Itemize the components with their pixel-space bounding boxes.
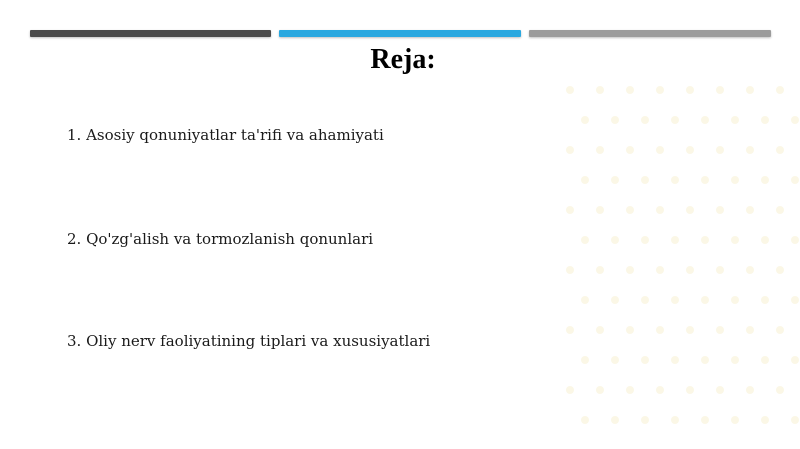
pattern-dot bbox=[641, 416, 649, 424]
pattern-dot bbox=[686, 86, 694, 94]
pattern-dot bbox=[731, 356, 739, 364]
pattern-dot bbox=[626, 206, 634, 214]
pattern-dot bbox=[566, 206, 574, 214]
pattern-dot bbox=[701, 176, 709, 184]
pattern-dot bbox=[641, 116, 649, 124]
pattern-dot bbox=[626, 386, 634, 394]
dot-pattern bbox=[560, 80, 800, 449]
pattern-dot bbox=[776, 386, 784, 394]
pattern-dot bbox=[701, 236, 709, 244]
header-bar-blue bbox=[279, 30, 521, 37]
pattern-dot bbox=[581, 356, 589, 364]
pattern-dot bbox=[716, 326, 724, 334]
pattern-dot bbox=[731, 416, 739, 424]
pattern-dot bbox=[566, 326, 574, 334]
pattern-dot bbox=[611, 356, 619, 364]
pattern-dot bbox=[596, 146, 604, 154]
pattern-dot bbox=[671, 296, 679, 304]
pattern-dot bbox=[671, 416, 679, 424]
plan-item-3: 3. Oliy nerv faoliyatining tiplari va xususiyatlari bbox=[67, 332, 431, 350]
pattern-dot bbox=[791, 296, 799, 304]
pattern-dot bbox=[761, 296, 769, 304]
pattern-dot bbox=[731, 296, 739, 304]
slide-title: Reja: bbox=[370, 44, 436, 75]
pattern-dot bbox=[731, 236, 739, 244]
pattern-dot bbox=[611, 116, 619, 124]
pattern-dot bbox=[581, 116, 589, 124]
pattern-dot bbox=[611, 296, 619, 304]
pattern-dot bbox=[716, 206, 724, 214]
pattern-dot bbox=[716, 86, 724, 94]
pattern-dot bbox=[671, 236, 679, 244]
pattern-dot bbox=[746, 206, 754, 214]
pattern-dot bbox=[626, 266, 634, 274]
plan-item-1: 1. Asosiy qonuniyatlar ta'rifi va ahamiyati bbox=[67, 126, 384, 144]
pattern-dot bbox=[761, 356, 769, 364]
pattern-dot bbox=[746, 326, 754, 334]
pattern-dot bbox=[791, 356, 799, 364]
pattern-dot bbox=[641, 356, 649, 364]
pattern-dot bbox=[701, 416, 709, 424]
pattern-dot bbox=[776, 86, 784, 94]
pattern-dot bbox=[671, 356, 679, 364]
pattern-dot bbox=[791, 116, 799, 124]
pattern-dot bbox=[596, 386, 604, 394]
pattern-dot bbox=[776, 326, 784, 334]
pattern-dot bbox=[626, 86, 634, 94]
pattern-dot bbox=[566, 386, 574, 394]
pattern-dot bbox=[686, 326, 694, 334]
pattern-dot bbox=[686, 386, 694, 394]
pattern-dot bbox=[776, 206, 784, 214]
pattern-dot bbox=[656, 266, 664, 274]
pattern-dot bbox=[686, 266, 694, 274]
pattern-dot bbox=[626, 146, 634, 154]
pattern-dot bbox=[701, 356, 709, 364]
pattern-dot bbox=[596, 86, 604, 94]
pattern-dot bbox=[716, 146, 724, 154]
pattern-dot bbox=[656, 386, 664, 394]
pattern-dot bbox=[611, 176, 619, 184]
pattern-dot bbox=[596, 266, 604, 274]
pattern-dot bbox=[656, 206, 664, 214]
pattern-dot bbox=[641, 236, 649, 244]
pattern-dot bbox=[581, 296, 589, 304]
pattern-dot bbox=[611, 236, 619, 244]
plan-item-2: 2. Qo'zg'alish va tormozlanish qonunlari bbox=[67, 230, 374, 248]
pattern-dot bbox=[596, 206, 604, 214]
header-bar-gray bbox=[529, 30, 771, 37]
pattern-dot bbox=[566, 86, 574, 94]
pattern-dot bbox=[791, 416, 799, 424]
pattern-dot bbox=[746, 386, 754, 394]
pattern-dot bbox=[731, 176, 739, 184]
pattern-dot bbox=[791, 236, 799, 244]
pattern-dot bbox=[626, 326, 634, 334]
pattern-dot bbox=[686, 206, 694, 214]
pattern-dot bbox=[641, 176, 649, 184]
pattern-dot bbox=[656, 86, 664, 94]
pattern-dot bbox=[656, 326, 664, 334]
pattern-dot bbox=[611, 416, 619, 424]
pattern-dot bbox=[671, 176, 679, 184]
pattern-dot bbox=[716, 266, 724, 274]
pattern-dot bbox=[596, 326, 604, 334]
pattern-dot bbox=[566, 146, 574, 154]
pattern-dot bbox=[776, 266, 784, 274]
pattern-dot bbox=[686, 146, 694, 154]
pattern-dot bbox=[746, 146, 754, 154]
pattern-dot bbox=[701, 296, 709, 304]
pattern-dot bbox=[731, 116, 739, 124]
pattern-dot bbox=[581, 236, 589, 244]
pattern-dot bbox=[761, 416, 769, 424]
header-bar-dark bbox=[30, 30, 271, 37]
pattern-dot bbox=[791, 176, 799, 184]
pattern-dot bbox=[581, 176, 589, 184]
pattern-dot bbox=[656, 146, 664, 154]
pattern-dot bbox=[761, 116, 769, 124]
pattern-dot bbox=[701, 116, 709, 124]
pattern-dot bbox=[641, 296, 649, 304]
pattern-dot bbox=[581, 416, 589, 424]
pattern-dot bbox=[761, 176, 769, 184]
pattern-dot bbox=[671, 116, 679, 124]
pattern-dot bbox=[566, 266, 574, 274]
pattern-dot bbox=[761, 236, 769, 244]
pattern-dot bbox=[776, 146, 784, 154]
pattern-dot bbox=[746, 86, 754, 94]
pattern-dot bbox=[716, 386, 724, 394]
pattern-dot bbox=[746, 266, 754, 274]
